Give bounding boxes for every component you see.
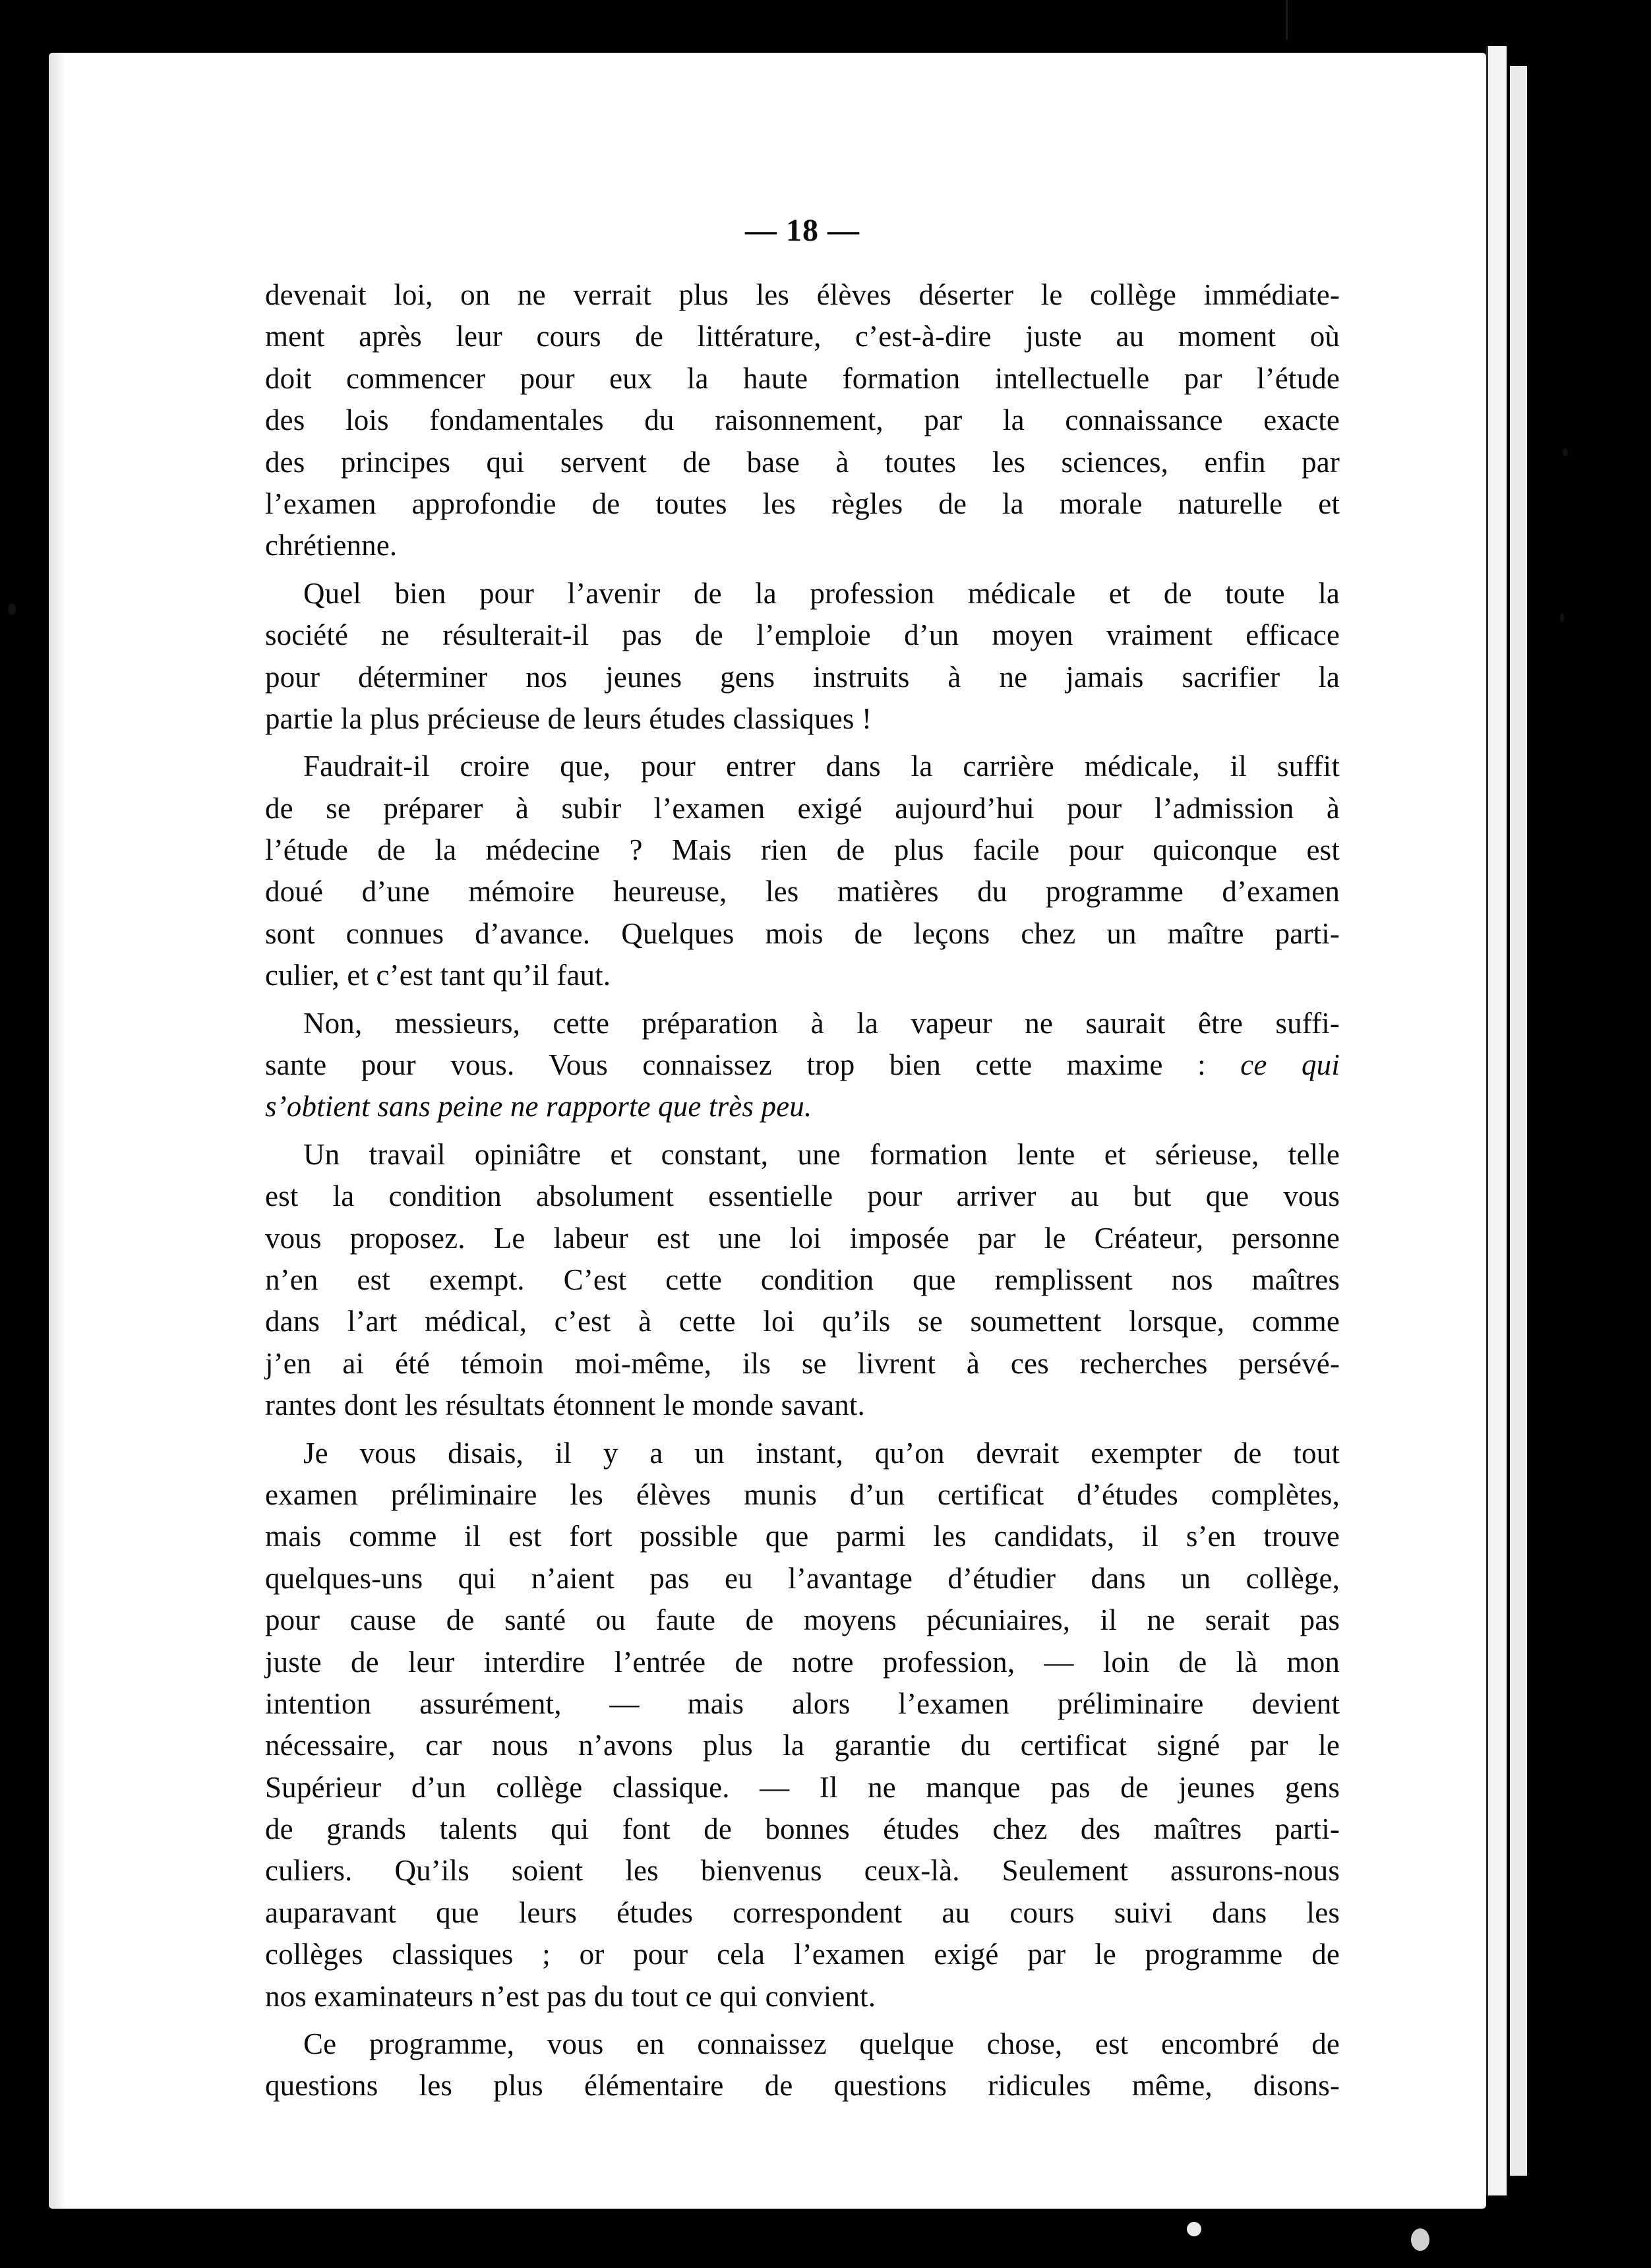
scan-speck xyxy=(8,603,16,615)
paragraph-gap xyxy=(265,2017,1340,2023)
text-line: des principes qui servent de base à toutes les sciences, enfin par xyxy=(265,445,1340,479)
text-line: culier, et c’est tant qu’il faut. xyxy=(265,959,611,992)
text-line: rantes dont les résultats étonnent le monde savant. xyxy=(265,1388,865,1422)
text-line: doué d’une mémoire heureuse, les matières du programme d’examen xyxy=(265,875,1340,909)
text-line: l’étude de la médecine ? Mais rien de plus facile pour quiconque est xyxy=(265,833,1340,867)
text-line: dans l’art médical, c’est à cette loi qu’ils se soumettent lorsque, comme xyxy=(265,1305,1340,1338)
text-line: vous proposez. Le labeur est une loi imposée par le Créateur, personne xyxy=(265,1221,1340,1255)
text-line: doit commencer pour eux la haute formation intellectuelle par l’étude xyxy=(265,361,1340,395)
scan-speck xyxy=(1563,448,1568,456)
page-number: — 18 — xyxy=(745,213,860,248)
text-line: société ne résulterait-il pas de l’emploie d’un moyen vraiment efficace xyxy=(265,618,1340,652)
adjacent-page-edge xyxy=(1486,46,1507,2195)
text-line: nos examinateurs n’est pas du tout ce qui convient. xyxy=(265,1979,876,2013)
page-gutter-shadow xyxy=(49,53,66,2209)
scan-speck xyxy=(1411,2228,1429,2251)
paragraph-gap xyxy=(265,740,1340,746)
paragraph-gap xyxy=(265,567,1340,573)
text-line: pour déterminer nos jeunes gens instruits à ne jamais sacrifier la xyxy=(265,660,1340,694)
text-line xyxy=(265,1044,1340,1086)
text-line: nécessaire, car nous n’avons plus la garantie du certificat signé par le xyxy=(265,1729,1340,1762)
text-line: questions les plus élémentaire de questions ridicules même, disons- xyxy=(265,2069,1340,2103)
text-line: est la condition absolument essentielle pour arriver au but que vous xyxy=(265,1179,1340,1213)
scan-speck xyxy=(1187,2222,1201,2236)
scan-scratch xyxy=(1286,0,1288,40)
text-line: intention assurément, — mais alors l’examen préliminaire devient xyxy=(265,1686,1340,1720)
scan-speck xyxy=(1560,613,1564,622)
text-line: Non, messieurs, cette préparation à la vapeur ne saurait être suffi- xyxy=(303,1006,1340,1040)
text-line: partie la plus précieuse de leurs études classiques ! xyxy=(265,701,872,735)
text-line: Faudrait-il croire que, pour entrer dans la carrière médicale, il suffit xyxy=(303,750,1340,783)
text-line: mais comme il est fort possible que parmi les candidats, il s’en trouve xyxy=(265,1520,1340,1553)
text-line: sont connues d’avance. Quelques mois de leçons chez un maître parti- xyxy=(265,916,1340,950)
text-line: devenait loi, on ne verrait plus les élèves déserter le collège immédiate- xyxy=(265,278,1340,311)
text-line: Un travail opiniâtre et constant, une formation lente et sérieuse, telle xyxy=(303,1137,1340,1171)
text-line: n’en est exempt. C’est cette condition que remplissent nos maîtres xyxy=(265,1263,1340,1296)
text-line: culiers. Qu’ils soient les bienvenus ceux-là. Seulement assurons-nous xyxy=(265,1854,1340,1888)
text-line: de grands talents qui font de bonnes études chez des maîtres parti- xyxy=(265,1812,1340,1846)
text-line: des lois fondamentales du raisonnement, par la connaissance exacte xyxy=(265,403,1340,437)
italic-text-run: ce qui xyxy=(1240,1048,1340,1082)
text-line: juste de leur interdire l’entrée de notre profession, — loin de là mon xyxy=(265,1645,1340,1679)
text-run: sante pour vous. Vous connaissez trop bien cette maxime : xyxy=(265,1048,1241,1082)
paragraph-gap xyxy=(265,1427,1340,1433)
text-line: s’obtient sans peine ne rapporte que très peu. xyxy=(265,1090,812,1123)
adjacent-page-edge-inner xyxy=(1510,66,1527,2176)
text-line: examen préliminaire les élèves munis d’un certificat d’études complètes, xyxy=(265,1477,1340,1511)
text-line: Ce programme, vous en connaissez quelque chose, est encombré de xyxy=(303,2027,1340,2061)
text-line: Je vous disais, il y a un instant, qu’on devrait exempter de tout xyxy=(303,1436,1340,1470)
text-line: pour cause de santé ou faute de moyens pécuniaires, il ne serait pas xyxy=(265,1603,1340,1637)
text-line: chrétienne. xyxy=(265,529,398,562)
text-line: j’en ai été témoin moi-même, ils se livrent à ces recherches persévé- xyxy=(265,1346,1340,1380)
paragraph-gap xyxy=(265,1128,1340,1134)
page-body xyxy=(265,274,1340,2107)
text-line: Supérieur d’un collège classique. — Il ne manque pas de jeunes gens xyxy=(265,1770,1340,1804)
text-line: Quel bien pour l’avenir de la profession médicale et de toute la xyxy=(303,576,1340,610)
text-line: l’examen approfondie de toutes les règles de la morale naturelle et xyxy=(265,487,1340,520)
text-line: quelques-uns qui n’aient pas eu l’avantage d’étudier dans un collège, xyxy=(265,1561,1340,1595)
paragraph-gap xyxy=(265,997,1340,1003)
text-line: auparavant que leurs études correspondent au cours suivi dans les xyxy=(265,1895,1340,1929)
text-line: ment après leur cours de littérature, c’est-à-dire juste au moment où xyxy=(265,320,1340,353)
text-line: de se préparer à subir l’examen exigé aujourd’hui pour l’admission à xyxy=(265,791,1340,825)
text-line: collèges classiques ; or pour cela l’examen exigé par le programme de xyxy=(265,1938,1340,1971)
